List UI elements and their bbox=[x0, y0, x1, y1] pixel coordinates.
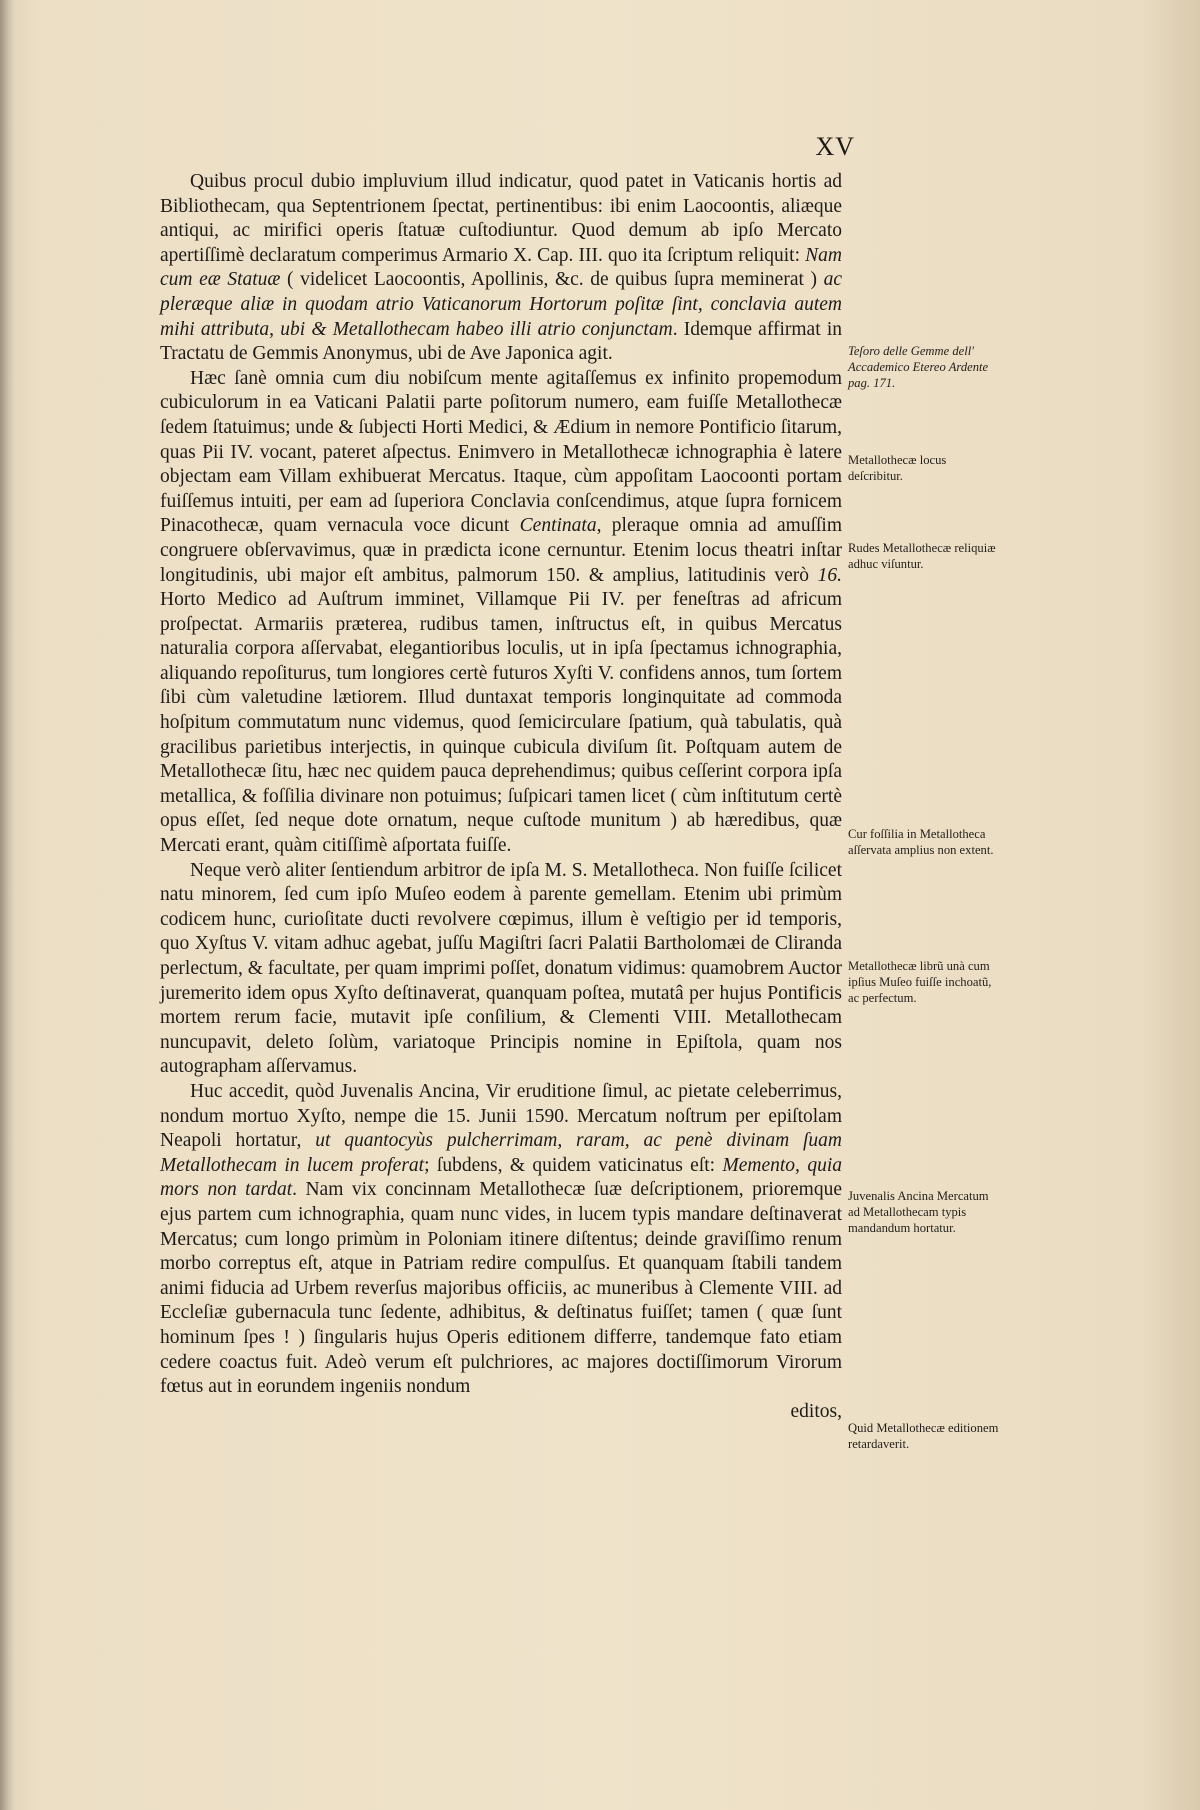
catchword: editos, bbox=[790, 1400, 842, 1422]
paragraph-4-quote-b: Memento, quia mors non tardat bbox=[160, 1154, 842, 1201]
page-number: XV bbox=[815, 132, 855, 161]
margin-note: Metallothecæ librũ unà cum ipſius Muſeo fuiſſe inchoatũ, ac perfectum. bbox=[848, 959, 992, 1005]
margin-note: Cur foſſilia in Metallotheca aſſervata amplius non extent. bbox=[848, 827, 994, 857]
paragraph-2-text-a: Hæc ſanè omnia cum diu nobiſcum mente agitaſſemus ex infinito propemodum cubiculorum in ea Vaticani Palatii parte poſitorum numero, eam fuiſſe Metallothecæ ſedem ſtatuimus; unde & ſubjecti Horti Medici, & Ædium in nemore Pontificio ſitarum, quas Pii IV. vocant, pateret aſpectus. Enimvero in Metallothecæ ichnographia è latere objectam eam Villam exhibuerat Mercatus. Itaque, cùm appoſitam Laocoonti portam fuiſſemus intuiti, per eam ad ſuperiora Conclavia conſcendimus, atque ſupra fornicem Pinacothecæ, quam vernacula voce dicunt bbox=[160, 367, 842, 537]
margin-note: Rudes Metallothecæ reliquiæ adhuc viſuntur. bbox=[848, 541, 996, 571]
paragraph-4-text-c: . Nam vix concinnam Metallothecæ ſuæ deſcriptionem, prioremque ejus partem cum ichnographia, quam nunc vides, in lucem typis mandare deſtinaverat Mercatus; cum longo primùm in Poloniam itinere diſtentus; deinde graviſſimo renum morbo correptus eſt, atque in Patriam redire compulſus. Et quanquam ſtabili tandem animi fiducia ad Urbem reverſus majoribus officiis, ac muneribus à Clemente VIII. ad Eccleſiæ gubernacula tunc ſedente, adhibitus, & deſtinatus fuiſſet; tamen ( quæ ſunt hominum ſpes ! ) ſingularis hujus Operis editionem differre, tandemque fato etiam cedere coactus fuit. Adeò verum eſt pulchriores, ac majores doctiſſimorum Virorum fœtus aut in eorundem ingeniis nondum bbox=[160, 1179, 842, 1398]
paragraph-1-text-c: . Idemque affirmat in Tractatu de Gemmis Anonymus, ubi de Ave Japonica agit. bbox=[160, 318, 842, 365]
paragraph-3: Neque verò aliter ſentiendum arbitror de ipſa M. S. Metallotheca. Non fuiſſe ſcilicet natu minorem, ſed cum ipſo Muſeo eodem à parente gemellam. Etenim ubi primùm codicem hunc, curioſitate ducti revolvere cœpimus, illum è veſtigio per id temporis, quo Xyſtus V. vitam adhuc agebat, juſſu Magiſtri ſacri Palatii Bartholomæi de Cliranda perlectum, & facultate, per quam imprimi poſſet, donatum vidimus: quamobrem Auctor juremerito idem opus Xyſto deſtinaverat, quanquam poſtea, mutatâ per hujus Pontificis mortem rerum facie, mutavit ipſe conſilium, & Clementi VIII. Metallothecam nuncupavit, deleto ſolùm, variatoque Principis nomine in Epiſtola, quam nos autographam aſſervamus. bbox=[160, 859, 842, 1078]
paragraph-4-text-b: ; ſubdens, & quidem vaticinatus eſt: bbox=[424, 1154, 723, 1176]
paragraph-1 bbox=[160, 170, 842, 367]
binding-gutter bbox=[0, 0, 14, 1810]
paragraph-2 bbox=[160, 367, 842, 859]
paragraph-2-italic-a: Centinata bbox=[519, 515, 597, 537]
paragraph-1-quote-b: ac pleræque aliæ in quodam atrio Vaticanorum Hortorum poſitæ ſint, conclavia autem mihi attributa, ubi & Metallothecam habeo illi atrio conjunctam bbox=[160, 269, 842, 340]
paragraph-4 bbox=[160, 1080, 842, 1400]
paragraph-2-text-b: , pleraque omnia ad amuſſim congruere obſervavimus, quæ in prædicta icone cernuntur. Etenim locus theatri inſtar longitudinis, ubi major eſt ambitus, palmorum 150. & amplius, latitudinis verò bbox=[160, 515, 842, 586]
margin-note: Juvenalis Ancina Mercatum ad Metallothecam typis mandandum hortatur. bbox=[848, 1189, 989, 1235]
margin-note: Metallothecæ locus deſcribitur. bbox=[848, 453, 947, 483]
paragraph-4-text-a: Huc accedit, quòd Juvenalis Ancina, Vir eruditione ſimul, ac pietate celeberrimus, nondum mortuo Xyſto, nempe die 15. Junii 1590. Mercatum noſtrum per epiſtolam Neapoli hortatur, bbox=[160, 1080, 842, 1152]
paragraph-2-text-c: Horto Medico ad Auſtrum imminet, Villamque Pii IV. per feneſtras ad africum proſpectat. Armariis præterea, rudibus tamen, inſtructus eſt, in quibus Mercatus naturalia corpora aſſervabat, elegantioribus loculis, ut in ipſa ſpectamus ichnographia, aliquando repoſiturus, tum longiores certè futuros Xyſti V. confidens annos, tum ſortem ſibi cùm valetudine lætiorem. Illud duntaxat temporis longinquitate ad commoda hoſpitum commutatum nunc videmus, quod ſemicirculare ſpatium, quà tabulatis, quà gracilibus parietibus interjectis, in quinque cubicula diviſum ſit. Poſtquam autem de Metallothecæ ſitu, hæc nec quidem pauca deprehendimus; quibus ceſſerint corpora ipſa metallica, & foſſilia divinare non potuimus; ſuſpicari tamen licet ( cùm inſtitutum certè opus eſſet, ſed neque dote ornatum, neque cuſtode munitum ) ab hæredibus, quæ Mercati erant, quàm citiſſimè aſportata fuiſſe. bbox=[160, 589, 842, 857]
margin-note: Quid Metallothecæ editionem retardaverit. bbox=[848, 1421, 999, 1451]
margin-note: Teſoro delle Gemme dell' Accademico Etereo Ardente pag. 171. bbox=[848, 344, 989, 390]
paragraph-4-quote-a: ut quantocyùs pulcherrimam, raram, ac penè divinam ſuam Metallothecam in lucem proferat bbox=[160, 1130, 842, 1176]
paragraph-1-text-b: ( videlicet Laocoontis, Apollinis, &c. de quibus ſupra meminerat ) bbox=[280, 269, 824, 291]
main-text-column bbox=[160, 170, 842, 1424]
paragraph-2-italic-b: 16. bbox=[817, 564, 842, 586]
paragraph-1-text-a: Quibus procul dubio impluvium illud indicatur, quod patet in Vaticanis hortis ad Bibliothecam, qua Septentrionem ſpectat, pertinentibus: ibi enim Laocoontis, aliæque antiqui, ac mirifici operis ſtatuæ cuſtodiuntur. Quod demum ab ipſo Mercato apertiſſimè declaratum comperimus Armario X. Cap. III. quo ita ſcriptum reliquit: bbox=[160, 171, 842, 266]
paragraph-1-quote-a: Nam cum eæ Statuæ bbox=[160, 244, 842, 291]
